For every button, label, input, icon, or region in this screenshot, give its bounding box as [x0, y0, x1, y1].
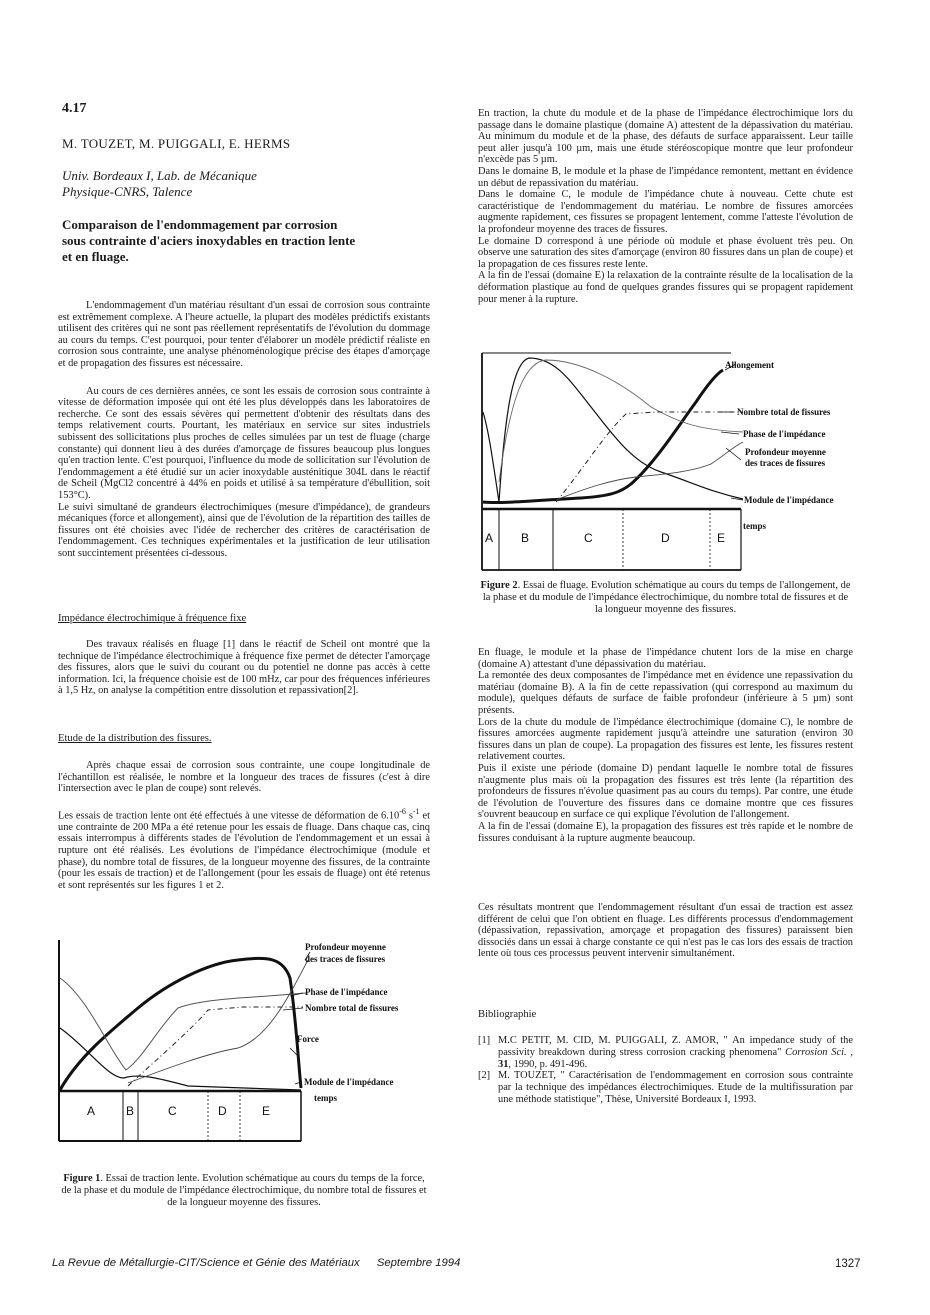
reference-1-authors: M.C PETIT, M. CID, M. PUIGGALI, Z. AMOR, " An impedance study of the passivity breakdown during stress corrosion cracking phenomena"	[498, 1035, 853, 1058]
figure1-caption-text: . Essai de traction lente. Evolution schématique au cours du temps de la force, de la phase et du module de l'impédance électrochimique, du nombre total de fissures et de la longueur moyenne des fissures.	[61, 1173, 427, 1208]
paper-number: 4.17	[62, 101, 87, 116]
figure2-caption-text: . Essai de fluage. Evolution schématique au cours du temps de l'allongement, de la phase et du module de l'impédance électrochimique, du nombre total de fissures et de la longueur moyenne des fissures.	[482, 580, 851, 615]
fig2-label-module: Module de l'impédance	[744, 495, 834, 505]
section1-title: Impédance électrochimique à fréquence fixe	[58, 613, 247, 624]
traction-paragraph-5: A la fin de l'essai (domaine E) la relaxation de la contrainte résulte de la localisation de la déformation plastique au fond de quelques grandes fissures qui se propagent rapidement pour mener à la rupture.	[478, 270, 853, 305]
figure2	[481, 352, 853, 572]
intro-paragraph-2b: Le suivi simultané de grandeurs électrochimiques (mesure d'impédance), de grandeurs mécaniques (force et allongement), ainsi que de l'évolution de la répartition des tailles de fissures ont été choisies avec l'idée de rechercher des critères de caractérisation de l'endommagement. Ces techniques expérimentales et la justification de leur utilisation sont succintement présentées ci-dessous.	[58, 501, 430, 559]
reference-2	[478, 1070, 853, 1105]
fig2-domain-d: D	[661, 531, 670, 545]
fluage-paragraph-1: En fluage, le module et la phase de l'impédance chutent lors de la mise en charge (domaine A) attestant d'une dépassivation du matériau.	[478, 647, 853, 670]
fig1-domain-a: A	[87, 1104, 96, 1118]
fig1-domain-c: C	[168, 1104, 177, 1118]
traction-paragraph-3: Dans le domaine C, le module de l'impédance chute à nouveau. Cette chute est caractéristique de l'endommagement du matériau. Le nombre de fissures amorcées augmente rapidement, ces fissures se propagent lentement, comme l'atteste l'évolution de la profondeur moyenne des traces de fissures.	[478, 189, 853, 235]
intro-paragraph-2a: Au cours de ces dernières années, ce sont les essais de corrosion sous contrainte à vitesse de déformation imposée qui ont été les plus développés dans les laboratoires de recherche. Ce sont des essais sévères qui permettent d'obtenir des résultats dans des temps relativement courts. Pourtant, les matériaux en service sur sites industriels subissent des sollicitations plus proches de celles simulées par un test de fluage (charge constante) qui donnent lieu à des durées d'amorçage de fissures beaucoup plus longues qu'en traction lente. C'est pourquoi, l'influence du mode de sollicitation sur l'évolution de l'endommagement a été étudié sur un acier inoxydable austénitique 304L dans le réactif de Scheil (MgCl2 concentré à 44% en poids et utilisé à sa température d'ébullition, soit 153°C).	[58, 385, 430, 501]
fig2-domain-a: A	[485, 531, 494, 545]
reference-1-number: [1]	[478, 1035, 491, 1046]
reference-1-journal: Corrosion Sci.	[785, 1046, 847, 1058]
fig2-domain-e: E	[717, 531, 726, 545]
fig1-label-module: Module de l'impédance	[304, 1077, 394, 1087]
fig1-module-curve	[60, 1028, 301, 1090]
fig2-label-profondeur-1: Profondeur moyenne	[745, 447, 826, 457]
traction-paragraph-2: Dans le domaine B, le module et la phase de l'impédance remontent, mettant en évidence un début de repassivation du matériau.	[478, 165, 853, 189]
fig2-label-phase: Phase de l'impédance	[743, 429, 826, 439]
figure1-caption-bold: Figure 1	[63, 1173, 101, 1184]
fig2-module-curve	[483, 358, 743, 502]
section1-body	[58, 639, 430, 697]
bibliography-title: Bibliographie	[478, 1009, 537, 1020]
footer-date: Septembre 1994	[376, 1257, 461, 1269]
figure1	[58, 938, 423, 1143]
fig2-domain-b: B	[521, 531, 530, 545]
reference-1: [1] M.C PETIT, M. CID, M. PUIGGALI, Z. AMOR, " An impedance study of the passivity breakdown during stress corrosion cracking phenomena" Corrosion Sci. , 31, 1990, p. 491-496.	[478, 1035, 853, 1070]
section2-p2-unit-exp: -1	[412, 806, 420, 816]
fig1-nombre-curve	[128, 1007, 303, 1086]
bibliography-list	[478, 1035, 853, 1106]
fig1-domain-d: D	[218, 1104, 227, 1118]
fig1-force-curve	[60, 958, 301, 1090]
title-line3: et en fluage.	[62, 249, 129, 264]
footer-journal	[52, 1257, 460, 1269]
fig2-label-temps: temps	[743, 521, 766, 531]
reference-1-volume: 31	[498, 1058, 509, 1070]
fig2-label-profondeur-2: des traces de fissures	[745, 458, 826, 468]
fig2-phase-curve	[499, 360, 743, 482]
footer-journal-name: La Revue de Métallurgie-CIT/Science et Génie des Matériaux	[52, 1257, 360, 1269]
fig2-nombre-curve	[556, 412, 743, 502]
fig1-profondeur-curve	[128, 960, 308, 1083]
reference-1-tail: , 1990, p. 491-496.	[508, 1058, 588, 1070]
title-line1: Comparaison de l'endommagement par corrosion	[62, 217, 338, 232]
section2-body	[58, 760, 430, 891]
section2-paragraph-1: Après chaque essai de corrosion sous contrainte, une coupe longitudinale de l'échantillon est réalisée, le nombre et la longueur des traces de fissures (c'est à dire l'intersection avec le plan de coupe) sont relevés.	[58, 760, 430, 795]
fluage-paragraph-2: La remontée des deux composantes de l'impédance met en évidence une repassivation du matériau (domaine B). A la fin de cette repassivation (qui correspond au maximum du module), quelques défauts de surface de faible profondeur (inférieure à 5 µm) sont présents.	[478, 670, 853, 716]
section2-paragraph-2	[58, 806, 430, 892]
reference-2-number: [2]	[478, 1070, 491, 1082]
fig1-label-profondeur-1: Profondeur moyenne	[305, 942, 386, 952]
figure1-caption	[58, 1173, 430, 1208]
section2-p2-start: Les essais de traction lente ont été effectués à une vitesse de déformation de 6.10	[58, 810, 400, 822]
section1-paragraph: Des travaux réalisés en fluage [1] dans le réactif de Scheil ont montré que la technique de l'impédance électrochimique à fréquence fixe permet de détecter l'amorçage des fissures, alors que le suivi du courant ou du potentiel ne donne pas accès à cette information. Ici, la fréquence choisie est de 100 mHz, car pour des fréquences inférieures à 1,5 Hz, on analyse la compétition entre dissolution et repassivation[2].	[58, 639, 430, 697]
fig2-label-allongement: Allongement	[725, 360, 774, 370]
affiliation-line1: Univ. Bordeaux I, Lab. de Mécanique	[62, 168, 257, 183]
traction-paragraph-4: Le domaine D correspond à une période où module et phase évoluent très peu. On observe une saturation des sites d'amorçage (environ 80 fissures dans un plan de coupe) et la propagation de ces fissures reste lente.	[478, 235, 853, 270]
fig1-label-nombre: Nombre total de fissures	[305, 1003, 399, 1013]
title-line2: sous contrainte d'aciers inoxydables en traction lente	[62, 233, 356, 248]
traction-paragraph-1: En traction, la chute du module et de la phase de l'impédance électrochimique lors du passage dans le domaine plastique (domaine A) attestent de la dépassivation du matériau. Au minimum du module et de la phase, des défauts de surface apparaissent. Leur taille peut aller jusqu'à 100 µm, mais une étude stéréoscopique montre que leur profondeur n'excède pas 5 µm.	[478, 108, 853, 166]
reference-2-text: M. TOUZET, " Caractérisation de l'endommagement en corrosion sous contrainte par la technique des impédances électrochimiques. Etude de la multifissuration par une méthode statistique", Thèse, Université Bordeaux I, 1993.	[498, 1070, 853, 1105]
fluage-paragraph-5: A la fin de l'essai (domaine E), la propagation des fissures est très rapide et le nombre de fissures conduisant à la rupture augmente beaucoup.	[478, 820, 853, 844]
fig1-label-force: Force	[297, 1034, 319, 1044]
figure2-caption	[478, 580, 853, 615]
section2-p2-rest: et une contrainte de 200 MPa a été retenue pour les essais de fluage. Dans chaque cas, cinq essais interrompus à différents stades de l'évolution de l'endommagement et un essai à rupture ont été réalisés. Les évolutions de l'impédance électrochimique (module et phase), du nombre total de fissures, de la longueur moyenne des fissures, de la contrainte (pour les essais de traction) et de l'allongement (pour les essais de fluage) ont été retenus et sont représentés sur les figures 1 et 2.	[58, 810, 430, 891]
fluage-paragraph-3: Lors de la chute du module de l'impédance électrochimique (domaine C), le nombre de fissures amorcées augmente rapidement jusqu'à atteindre une saturation (environ 30 fissures dans un plan de coupe). La propagation des fissures est lente, les fissures restent relativement courtes.	[478, 716, 853, 763]
right-body-fluage	[478, 647, 853, 844]
fig2-domain-c: C	[584, 531, 593, 545]
authors: M. TOUZET, M. PUIGGALI, E. HERMS	[62, 136, 291, 151]
left-body	[58, 300, 430, 559]
right-body-conclusion	[478, 902, 853, 960]
fig1-label-temps: temps	[314, 1093, 337, 1103]
right-body-top	[478, 108, 853, 305]
paper-title	[62, 217, 355, 265]
fig1-domain-e: E	[262, 1104, 271, 1118]
section2-title: Etude de la distribution des fissures.	[58, 733, 212, 744]
fig1-label-phase: Phase de l'impédance	[305, 987, 388, 997]
section2-p2-unit: s	[405, 810, 413, 822]
affiliation-line2: Physique-CNRS, Talence	[62, 184, 193, 199]
intro-paragraph-1: L'endommagement d'un matériau résultant d'un essai de corrosion sous contrainte est extrêmement complexe. A l'heure actuelle, la plupart des modèles prédictifs existants utilisent des critères qui ne sont pas réellement représentatifs de l'évolution du dommage au cours du temps. C'est pourquoi, pour tenter d'élaborer un modèle prédictif réaliste en corrosion sous contrainte, une analyse phénoménologique précise des étapes d'amorçage et de propagation des fissures est nécessaire.	[58, 300, 430, 369]
conclusion-paragraph: Ces résultats montrent que l'endommagement résultant d'un essai de traction est assez différent de celui que l'on obtient en fluage. Les différents processus d'endommagement (dépassivation, repassivation, amorçage et propagation des fissures) paraissent bien dissociés dans un essai à charge constante ce qui n'est pas le cas lors des essais de traction lente où tous ces processus peuvent intervenir simultanément.	[478, 902, 853, 960]
figure2-caption-bold: Figure 2	[480, 580, 518, 591]
section2-p2-exp: -6	[399, 806, 406, 816]
fig1-label-profondeur-2: des traces de fissures	[305, 954, 386, 964]
fig2-label-nombre: Nombre total de fissures	[737, 407, 831, 417]
page-number: 1327	[835, 1258, 861, 1270]
fluage-paragraph-4: Puis il existe une période (domaine D) pendant laquelle le nombre total de fissures n'augmente plus mais où la propagation des fissures est très lente (la répartition des profondeurs de fissures n'évolue quasiment pas au cours du temps). Par contre, une étude de l'évolution de l'ouverture des fissures dans ce domaine montre que ces fissures s'ouvrent beaucoup en surface ce qui explique l'évolution de l'allongement.	[478, 762, 853, 821]
fig1-domain-b: B	[126, 1104, 135, 1118]
